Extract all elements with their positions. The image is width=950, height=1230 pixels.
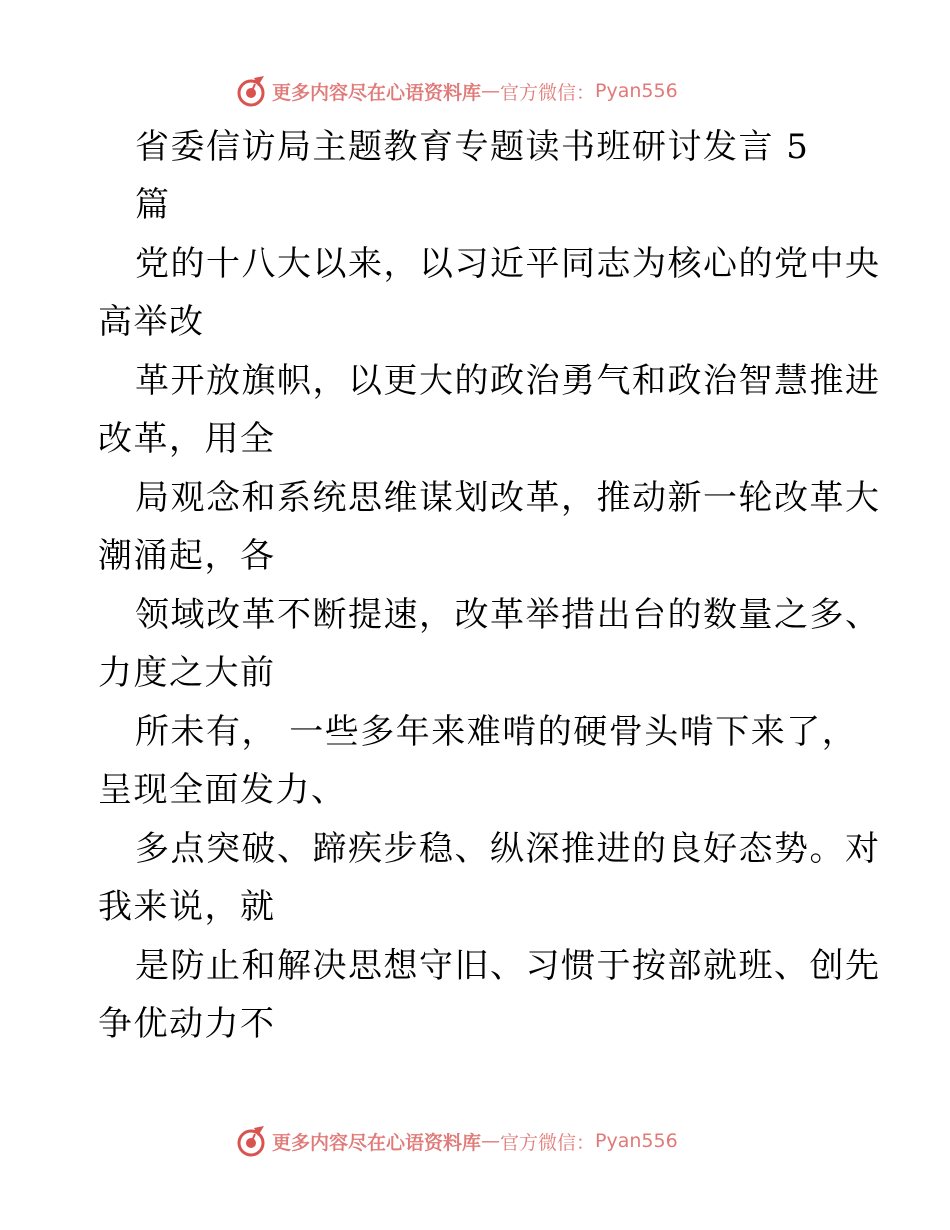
- document-title-line-1: 省委信访局主题教育专题读书班研讨发言 5: [135, 127, 810, 167]
- paragraph-line: 潮涌起，各: [98, 536, 276, 576]
- paragraph-line: 领域改革不断提速，改革举措出台的数量之多、: [135, 595, 881, 635]
- watermark-site-text: 更多内容尽在心语资料库: [272, 1131, 482, 1154]
- watermark-wechat-label: 官方微信：: [500, 81, 596, 104]
- watermark-wechat-label: 官方微信：: [500, 1131, 596, 1154]
- paragraph-line: 多点突破、蹄疾步稳、纵深推进的良好态势。对: [135, 829, 881, 869]
- paragraph-line: 革开放旗帜，以更大的政治勇气和政治智慧推进: [135, 361, 881, 401]
- paragraph-line: 争优动力不: [98, 1004, 276, 1044]
- watermark-site-text: 更多内容尽在心语资料库: [272, 81, 482, 104]
- paragraph-line: 改革，用全: [98, 419, 276, 459]
- document-title-line-2: 篇: [135, 185, 171, 225]
- watermark-separator: —: [481, 1130, 501, 1152]
- paragraph-line: 力度之大前: [98, 653, 276, 693]
- paragraph-line: 党的十八大以来，以习近平同志为核心的党中央: [135, 244, 881, 284]
- quill-logo-icon: [234, 74, 268, 108]
- paragraph-line: 局观念和系统思维谋划改革，推动新一轮改革大: [135, 478, 881, 518]
- watermark-wechat-id: Pyan556: [595, 1130, 678, 1152]
- paragraph-line: 所未有， 一些多年来难啃的硬骨头啃下来了，: [135, 712, 858, 752]
- paragraph-line: 我来说，就: [98, 887, 276, 927]
- watermark-separator: —: [481, 80, 501, 102]
- watermark-footer: [234, 1124, 678, 1158]
- quill-logo-icon: [234, 1124, 268, 1158]
- paragraph-line: 是防止和解决思想守旧、习惯于按部就班、创先: [135, 946, 881, 986]
- paragraph-line: 呈现全面发力、: [98, 770, 347, 810]
- paragraph-line: 高举改: [98, 302, 205, 342]
- watermark-header: [234, 74, 678, 108]
- watermark-wechat-id: Pyan556: [595, 80, 678, 102]
